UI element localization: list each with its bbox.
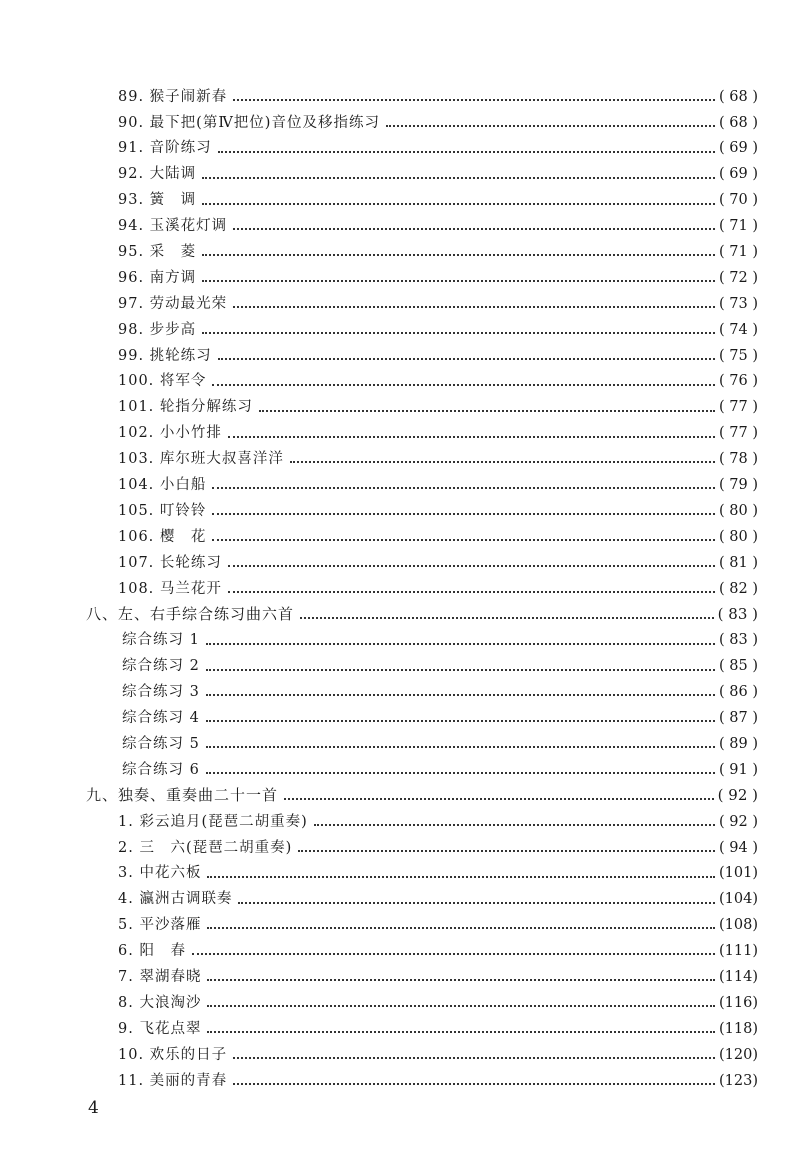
- dot-leader: [284, 798, 714, 800]
- toc-entry-title: 93. 簧 调: [118, 192, 197, 209]
- toc-entry-page: ( 83 ): [717, 605, 758, 624]
- dot-leader: [233, 306, 715, 308]
- toc-entry: [0, 654, 800, 680]
- toc-entry: [0, 317, 800, 343]
- toc-entry-title: 92. 大陆调: [118, 166, 197, 183]
- toc-entry-title: 101. 轮指分解练习: [118, 399, 253, 416]
- toc-entry: [0, 421, 800, 447]
- dot-leader: [259, 410, 715, 412]
- dot-leader: [233, 1057, 715, 1059]
- toc-entry-title: 八、左、右手综合练习曲六首: [86, 605, 295, 624]
- toc-entry-page: (114): [719, 968, 758, 985]
- toc-entry-page: ( 68 ): [719, 88, 758, 105]
- toc-entry: [0, 679, 800, 705]
- toc-entry-page: ( 68 ): [719, 114, 758, 131]
- dot-leader: [207, 927, 715, 929]
- toc-entry: [0, 395, 800, 421]
- toc-entry-title: 综合练习 3: [122, 684, 200, 701]
- toc-entry-page: ( 72 ): [719, 269, 758, 286]
- dot-leader: [386, 125, 715, 127]
- toc-entry-title: 91. 音阶练习: [118, 140, 212, 157]
- toc-section-heading: [0, 783, 800, 809]
- toc-entry: [0, 990, 800, 1016]
- dot-leader: [218, 358, 715, 360]
- toc-entry-page: ( 80 ): [719, 528, 758, 545]
- toc-entry: [0, 887, 800, 913]
- toc-entry: [0, 188, 800, 214]
- dot-leader: [207, 1031, 715, 1033]
- toc-entry-title: 96. 南方调: [118, 269, 197, 286]
- dot-leader: [206, 772, 715, 774]
- dot-leader: [218, 151, 715, 153]
- toc-entry: [0, 913, 800, 939]
- toc-entry-title: 97. 劳动最光荣: [118, 295, 228, 312]
- toc-entry: [0, 498, 800, 524]
- toc-entry-title: 102. 小小竹排: [118, 425, 222, 442]
- toc-entry-page: ( 91 ): [719, 761, 758, 778]
- toc-entry: [0, 757, 800, 783]
- toc-entry-page: ( 79 ): [719, 477, 758, 494]
- toc-entry: [0, 472, 800, 498]
- toc-entry: [0, 835, 800, 861]
- dot-leader: [206, 694, 715, 696]
- toc-entry-title: 10. 欢乐的日子: [118, 1046, 228, 1063]
- dot-leader: [192, 953, 715, 955]
- toc-entry-title: 6. 阳 春: [118, 943, 186, 960]
- toc-entry: [0, 369, 800, 395]
- toc-entry: [0, 110, 800, 136]
- toc-entry-page: ( 92 ): [717, 786, 758, 805]
- toc-entry: [0, 628, 800, 654]
- toc-entry-title: 95. 采 菱: [118, 244, 197, 261]
- dot-leader: [228, 565, 715, 567]
- toc-entry-page: ( 69 ): [719, 166, 758, 183]
- toc-entry-title: 90. 最下把(第Ⅳ把位)音位及移指练习: [118, 114, 380, 131]
- toc-entry-title: 综合练习 2: [122, 658, 200, 675]
- toc-entry-title: 11. 美丽的青春: [118, 1072, 228, 1089]
- toc-entry-page: ( 85 ): [719, 658, 758, 675]
- dot-leader: [212, 384, 715, 386]
- toc-entry-page: ( 83 ): [719, 632, 758, 649]
- toc-entry-page: ( 80 ): [719, 502, 758, 519]
- toc-entry-page: ( 78 ): [719, 451, 758, 468]
- toc-entry-page: ( 86 ): [719, 684, 758, 701]
- toc-entry-page: ( 71 ): [719, 218, 758, 235]
- toc-entry-page: ( 94 ): [719, 839, 758, 856]
- toc-entry: [0, 1042, 800, 1068]
- dot-leader: [206, 746, 715, 748]
- toc-entry-page: ( 87 ): [719, 710, 758, 727]
- toc-entry-title: 94. 玉溪花灯调: [118, 218, 228, 235]
- dot-leader: [202, 177, 715, 179]
- toc-entry-title: 2. 三 六(琵琶二胡重奏): [118, 839, 293, 856]
- toc-entry-page: ( 77 ): [719, 425, 758, 442]
- dot-leader: [202, 332, 715, 334]
- table-of-contents: [0, 84, 800, 1094]
- toc-entry-page: ( 74 ): [719, 321, 758, 338]
- dot-leader: [206, 643, 715, 645]
- toc-entry: [0, 265, 800, 291]
- toc-entry-title: 89. 猴子闹新春: [118, 88, 228, 105]
- toc-entry-page: ( 69 ): [719, 140, 758, 157]
- toc-entry: [0, 136, 800, 162]
- dot-leader: [207, 979, 715, 981]
- toc-entry: [0, 84, 800, 110]
- toc-entry-page: ( 76 ): [719, 373, 758, 390]
- toc-entry-page: (123): [719, 1072, 758, 1089]
- toc-entry-page: ( 82 ): [719, 580, 758, 597]
- toc-section-heading: [0, 602, 800, 628]
- dot-leader: [212, 487, 715, 489]
- dot-leader: [206, 720, 715, 722]
- toc-entry-title: 综合练习 1: [122, 632, 200, 649]
- toc-entry: [0, 809, 800, 835]
- toc-entry-page: (101): [719, 865, 758, 882]
- toc-entry-page: ( 77 ): [719, 399, 758, 416]
- toc-entry-page: (120): [719, 1046, 758, 1063]
- toc-entry: [0, 239, 800, 265]
- toc-entry: [0, 705, 800, 731]
- toc-entry: [0, 964, 800, 990]
- dot-leader: [233, 99, 715, 101]
- toc-entry: [0, 861, 800, 887]
- toc-entry: [0, 343, 800, 369]
- dot-leader: [228, 436, 715, 438]
- dot-leader: [212, 513, 715, 515]
- toc-entry-page: (108): [719, 917, 758, 934]
- toc-entry-title: 100. 将军令: [118, 373, 207, 390]
- toc-entry-page: ( 92 ): [719, 813, 758, 830]
- dot-leader: [298, 850, 715, 852]
- toc-entry-title: 106. 樱 花: [118, 528, 207, 545]
- toc-entry: [0, 213, 800, 239]
- toc-entry-title: 103. 库尔班大叔喜洋洋: [118, 451, 284, 468]
- toc-entry: [0, 291, 800, 317]
- toc-entry-title: 108. 马兰花开: [118, 580, 222, 597]
- toc-entry: [0, 162, 800, 188]
- dot-leader: [233, 1083, 715, 1085]
- dot-leader: [228, 591, 715, 593]
- dot-leader: [212, 539, 715, 541]
- dot-leader: [233, 228, 715, 230]
- toc-entry-title: 98. 步步高: [118, 321, 197, 338]
- toc-entry-page: ( 89 ): [719, 735, 758, 752]
- toc-entry: [0, 731, 800, 757]
- dot-leader: [202, 254, 715, 256]
- dot-leader: [202, 203, 715, 205]
- toc-entry-title: 综合练习 5: [122, 735, 200, 752]
- toc-entry: [0, 446, 800, 472]
- toc-entry-title: 3. 中花六板: [118, 865, 202, 882]
- toc-entry-title: 5. 平沙落雁: [118, 917, 202, 934]
- dot-leader: [206, 669, 715, 671]
- dot-leader: [290, 461, 715, 463]
- dot-leader: [207, 1005, 715, 1007]
- toc-entry-title: 九、独奏、重奏曲二十一首: [86, 786, 279, 805]
- toc-entry-title: 7. 翠湖春晓: [118, 968, 202, 985]
- toc-entry-page: ( 71 ): [719, 244, 758, 261]
- toc-entry: [0, 524, 800, 550]
- toc-entry-page: (118): [719, 1020, 758, 1037]
- dot-leader: [300, 617, 714, 619]
- toc-entry-title: 105. 叮铃铃: [118, 502, 207, 519]
- toc-entry-title: 综合练习 4: [122, 710, 200, 727]
- toc-entry-title: 综合练习 6: [122, 761, 200, 778]
- toc-entry: [0, 938, 800, 964]
- toc-entry-title: 8. 大浪淘沙: [118, 994, 202, 1011]
- dot-leader: [202, 280, 715, 282]
- toc-entry-title: 99. 挑轮练习: [118, 347, 212, 364]
- dot-leader: [238, 902, 715, 904]
- toc-entry-page: (111): [719, 943, 758, 960]
- toc-entry-title: 107. 长轮练习: [118, 554, 222, 571]
- toc-entry-page: ( 70 ): [719, 192, 758, 209]
- toc-entry-title: 4. 瀛洲古调联奏: [118, 891, 233, 908]
- toc-entry-title: 9. 飞花点翠: [118, 1020, 202, 1037]
- toc-entry: [0, 550, 800, 576]
- dot-leader: [207, 876, 715, 878]
- toc-entry-page: (116): [719, 994, 758, 1011]
- toc-entry-page: ( 81 ): [719, 554, 758, 571]
- dot-leader: [314, 824, 715, 826]
- toc-entry-title: 1. 彩云追月(琵琶二胡重奏): [118, 813, 308, 830]
- toc-entry: [0, 576, 800, 602]
- toc-entry-title: 104. 小白船: [118, 477, 207, 494]
- toc-entry: [0, 1016, 800, 1042]
- toc-entry: [0, 1068, 800, 1094]
- toc-entry-page: (104): [719, 891, 758, 908]
- toc-entry-page: ( 75 ): [719, 347, 758, 364]
- page-number: 4: [88, 1098, 99, 1118]
- toc-entry-page: ( 73 ): [719, 295, 758, 312]
